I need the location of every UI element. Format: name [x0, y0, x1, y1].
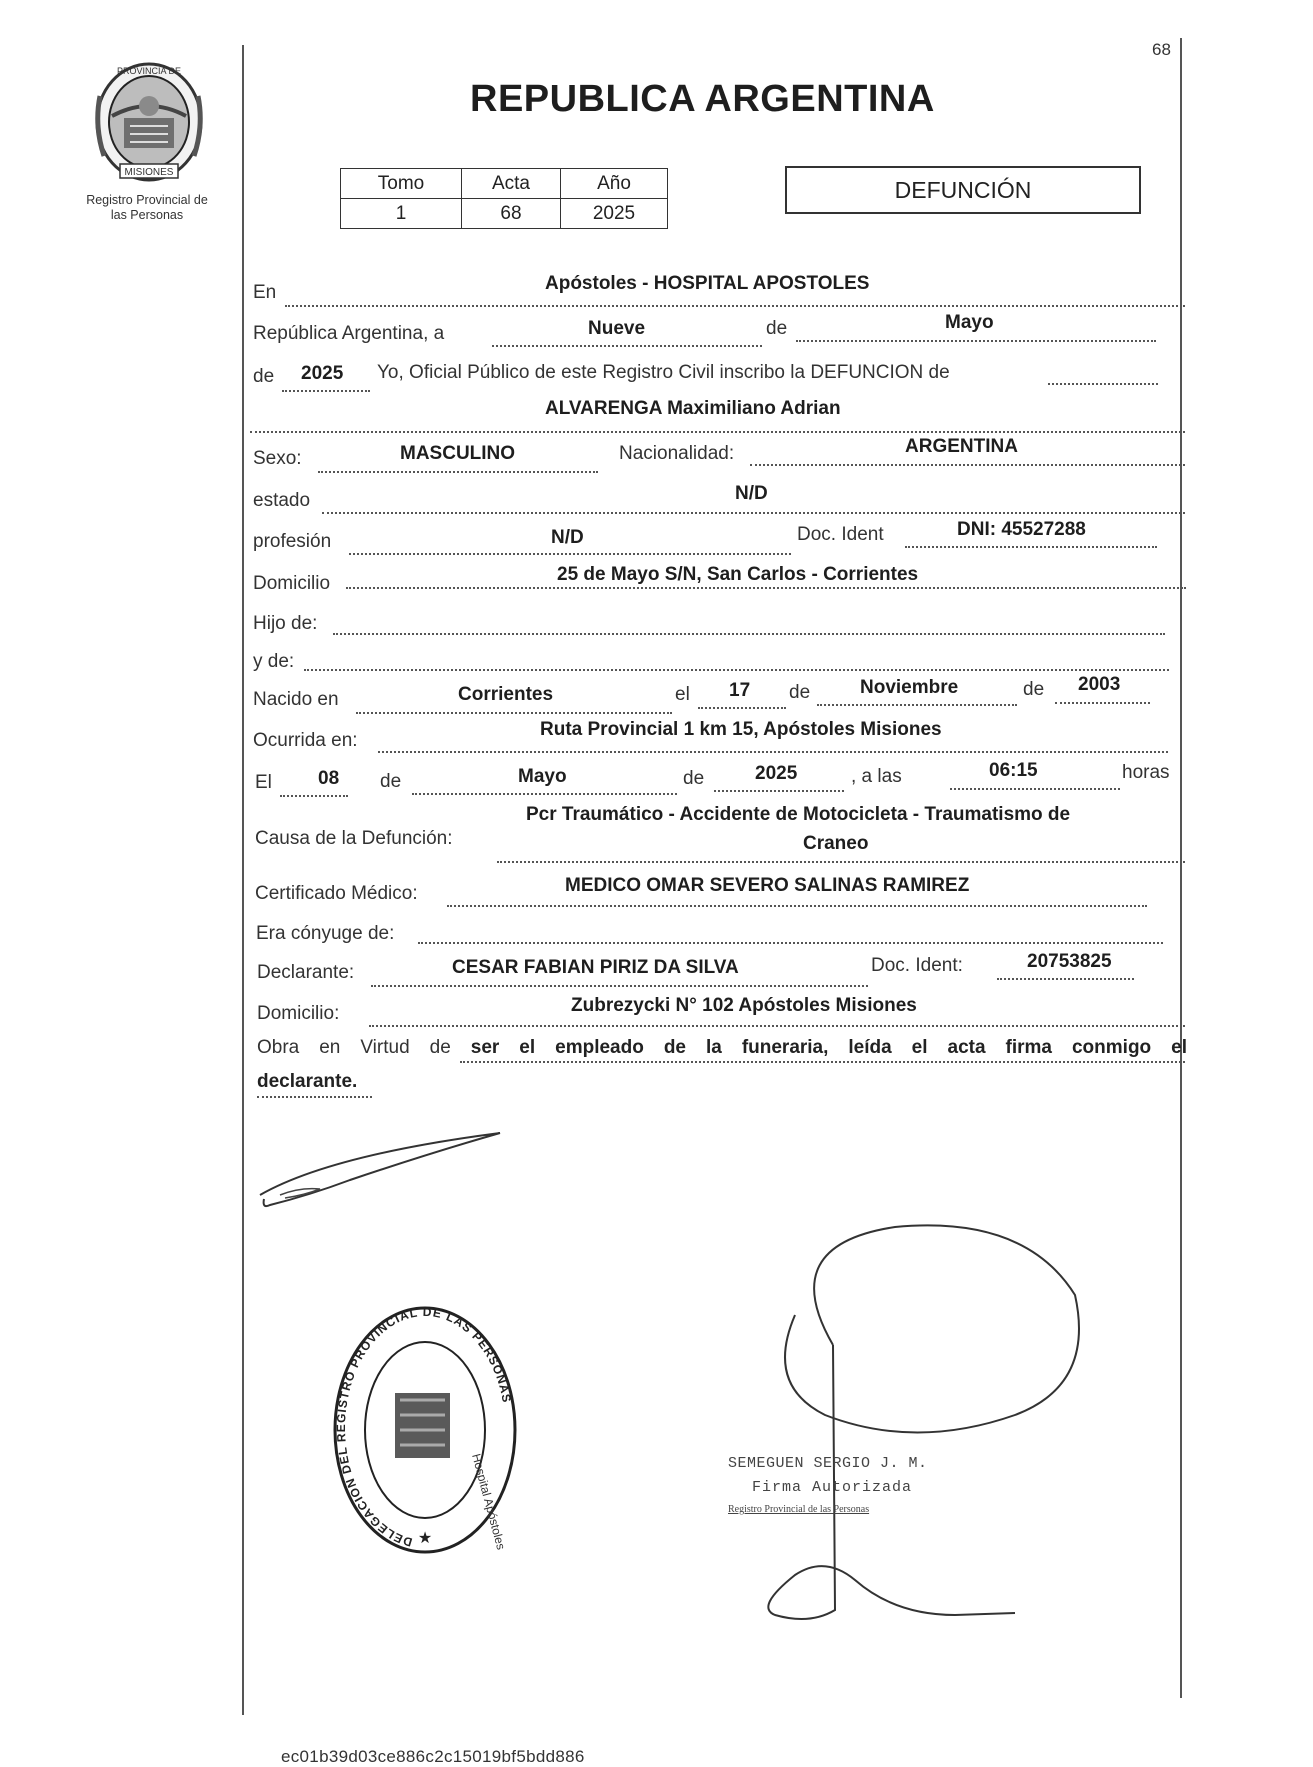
- estado-value: N/D: [735, 483, 768, 504]
- profesion-value: N/D: [551, 527, 584, 548]
- declarante-value: CESAR FABIAN PIRIZ DA SILVA: [452, 957, 739, 978]
- domicilio2-dotted-line: [369, 1025, 1185, 1027]
- oficial-text: Yo, Oficial Público de este Registro Civil inscribo la DEFUNCION de: [377, 362, 950, 383]
- province-emblem: [90, 56, 208, 184]
- doc-value-2: 20753825: [1027, 951, 1112, 972]
- hijo-dotted-line: [333, 633, 1165, 635]
- ocurrida-value: Ruta Provincial 1 km 15, Apóstoles Misiones: [540, 719, 942, 740]
- de-label-4: de: [1023, 679, 1045, 700]
- certificado-label: Certificado Médico:: [255, 883, 418, 904]
- nac-anio-value: 2003: [1078, 674, 1121, 695]
- republica-label: República Argentina, a: [253, 323, 445, 344]
- stamp-ring-text: DELEGACION DEL REGISTRO PROVINCIAL DE LAS PERSONAS: [334, 1305, 515, 1550]
- sexo-label: Sexo:: [253, 448, 302, 469]
- record-table-value-row: [341, 199, 668, 229]
- obra-value-line2: declarante.: [257, 1071, 358, 1092]
- declarante-label: Declarante:: [257, 962, 355, 983]
- de-label-5: de: [380, 771, 402, 792]
- alas-label: , a las: [851, 766, 902, 787]
- domicilio-value: 25 de Mayo S/N, San Carlos - Corrientes: [557, 564, 919, 585]
- doc-label-2: Doc. Ident:: [871, 955, 963, 976]
- record-table-value-anio: 2025: [561, 199, 668, 229]
- def-anio-value: 2025: [755, 763, 798, 784]
- profesion-label: profesión: [253, 531, 332, 552]
- causa-label: Causa de la Defunción:: [255, 828, 453, 849]
- domicilio-label: Domicilio: [253, 573, 331, 594]
- left-margin-rule: [242, 45, 244, 1715]
- el-label: el: [675, 684, 690, 705]
- nac-mes-value: Noviembre: [860, 677, 959, 698]
- def-dia-value: 08: [318, 768, 340, 789]
- hora-value: 06:15: [989, 760, 1038, 781]
- doc-value: DNI: 45527288: [957, 519, 1086, 540]
- nacido-value: Corrientes: [458, 684, 554, 705]
- official-stamp: [330, 1305, 520, 1560]
- nacionalidad-value: ARGENTINA: [905, 436, 1018, 457]
- nombre-value: ALVARENGA Maximiliano Adrian: [545, 398, 841, 419]
- record-type-box: DEFUNCIÓN: [785, 166, 1141, 214]
- def-dia-dotted-line: [280, 795, 348, 797]
- ocurrida-dotted-line: [378, 751, 1168, 753]
- signer-org: Registro Provincial de las Personas: [728, 1504, 870, 1515]
- obra-dotted-line-1: [460, 1061, 1185, 1063]
- obra-dotted-line-2: [257, 1096, 372, 1098]
- en-label: En: [253, 282, 277, 303]
- authorized-signature: [595, 1215, 1095, 1655]
- def-anio-dotted-line: [714, 790, 844, 792]
- nacido-label: Nacido en: [253, 689, 339, 710]
- record-table-value-acta: 68: [462, 199, 561, 229]
- certificado-value: MEDICO OMAR SEVERO SALINAS RAMIREZ: [565, 875, 970, 896]
- stamp-star-icon: ★: [417, 1530, 433, 1547]
- dia-value: Nueve: [588, 318, 646, 339]
- domicilio-value-2: Zubrezycki N° 102 Apóstoles Misiones: [571, 995, 917, 1016]
- estado-dotted-line: [322, 512, 1185, 514]
- conyuge-label: Era cónyuge de:: [256, 923, 395, 944]
- record-table-value-tomo: 1: [341, 199, 462, 229]
- en-dotted-line: [285, 305, 1185, 307]
- causa-value-line2: Craneo: [803, 833, 869, 854]
- record-table-header-anio: Año: [561, 169, 668, 199]
- causa-dotted-line: [497, 861, 1185, 863]
- def-mes-dotted-line: [412, 793, 677, 795]
- en-value: Apóstoles - HOSPITAL APOSTOLES: [545, 273, 870, 294]
- el-label-2: El: [255, 772, 272, 793]
- doc-dotted-line: [905, 546, 1157, 548]
- domicilio-label-2: Domicilio:: [257, 1003, 340, 1024]
- footer-hash: ec01b39d03ce886c2c15019bf5bdd886: [281, 1747, 585, 1766]
- sexo-value: MASCULINO: [400, 443, 516, 464]
- record-table-header-row: [341, 169, 668, 199]
- nac-anio-dotted-line: [1055, 702, 1150, 704]
- nac-dia-dotted-line: [698, 707, 786, 709]
- anio-dotted-line: [282, 390, 370, 392]
- declarante-dotted-line: [371, 985, 868, 987]
- record-table: [340, 168, 668, 229]
- registry-label-line2: las Personas: [110, 208, 184, 222]
- profesion-dotted-line: [349, 553, 791, 555]
- signer-role: Firma Autorizada: [752, 1479, 913, 1496]
- doc2-dotted-line: [997, 978, 1134, 980]
- estado-label: estado: [253, 490, 311, 511]
- de-label-3: de: [789, 682, 811, 703]
- obra-paragraph: [257, 1031, 1187, 1099]
- yde-label: y de:: [253, 651, 295, 672]
- obra-line-1: [257, 1031, 1187, 1065]
- doc-label: Doc. Ident: [797, 524, 884, 545]
- obra-value-line1: ser el empleado de la funeraria, leída el acta firma conmigo el: [470, 1037, 1187, 1058]
- record-table-header-acta: Acta: [462, 169, 561, 199]
- ocurrida-label: Ocurrida en:: [253, 730, 358, 751]
- de-label-6: de: [683, 768, 705, 789]
- nombre-dotted-line: [250, 431, 1185, 433]
- registry-label: [62, 193, 232, 223]
- conyuge-dotted-line: [418, 942, 1163, 944]
- certificado-dotted-line: [447, 905, 1147, 907]
- page-title: REPUBLICA ARGENTINA: [470, 78, 935, 120]
- record-table-header-tomo: Tomo: [341, 169, 462, 199]
- nacido-dotted-line: [356, 712, 672, 714]
- stamp-inner-text: Hospital Apóstoles: [469, 1452, 509, 1552]
- oficial-dotted-line: [1048, 383, 1158, 385]
- def-mes-value: Mayo: [518, 766, 567, 787]
- emblem-bottom-text: MISIONES: [124, 167, 174, 178]
- hora-dotted-line: [950, 788, 1120, 790]
- domicilio-dotted-line: [346, 587, 1186, 589]
- nacionalidad-dotted-line: [750, 464, 1185, 466]
- anio-value: 2025: [301, 363, 344, 384]
- obra-label: Obra en Virtud de: [257, 1037, 451, 1058]
- horas-label: horas: [1122, 762, 1170, 783]
- registry-label-line1: Registro Provincial de: [86, 193, 208, 207]
- causa-value-line1: Pcr Traumático - Accidente de Motocicleta - Traumatismo de: [526, 804, 1071, 825]
- de-label-2: de: [253, 366, 275, 387]
- dia-dotted-line: [492, 345, 762, 347]
- de-label-1: de: [766, 318, 788, 339]
- obra-line-2: [257, 1065, 1187, 1099]
- nacionalidad-label: Nacionalidad:: [619, 443, 735, 464]
- nac-mes-dotted-line: [817, 704, 1017, 706]
- mes-dotted-line: [796, 340, 1156, 342]
- page-number: 68: [1152, 40, 1171, 59]
- signer-name: SEMEGUEN SERGIO J. M.: [728, 1455, 928, 1472]
- yde-dotted-line: [304, 669, 1169, 671]
- sexo-dotted-line: [318, 471, 598, 473]
- nac-dia-value: 17: [729, 680, 751, 701]
- right-margin-rule: [1180, 38, 1182, 1698]
- hijo-label: Hijo de:: [253, 613, 318, 634]
- emblem-top-text: PROVINCIA DE: [116, 66, 182, 76]
- mes-value: Mayo: [945, 312, 994, 333]
- declarant-signature: [250, 1125, 510, 1225]
